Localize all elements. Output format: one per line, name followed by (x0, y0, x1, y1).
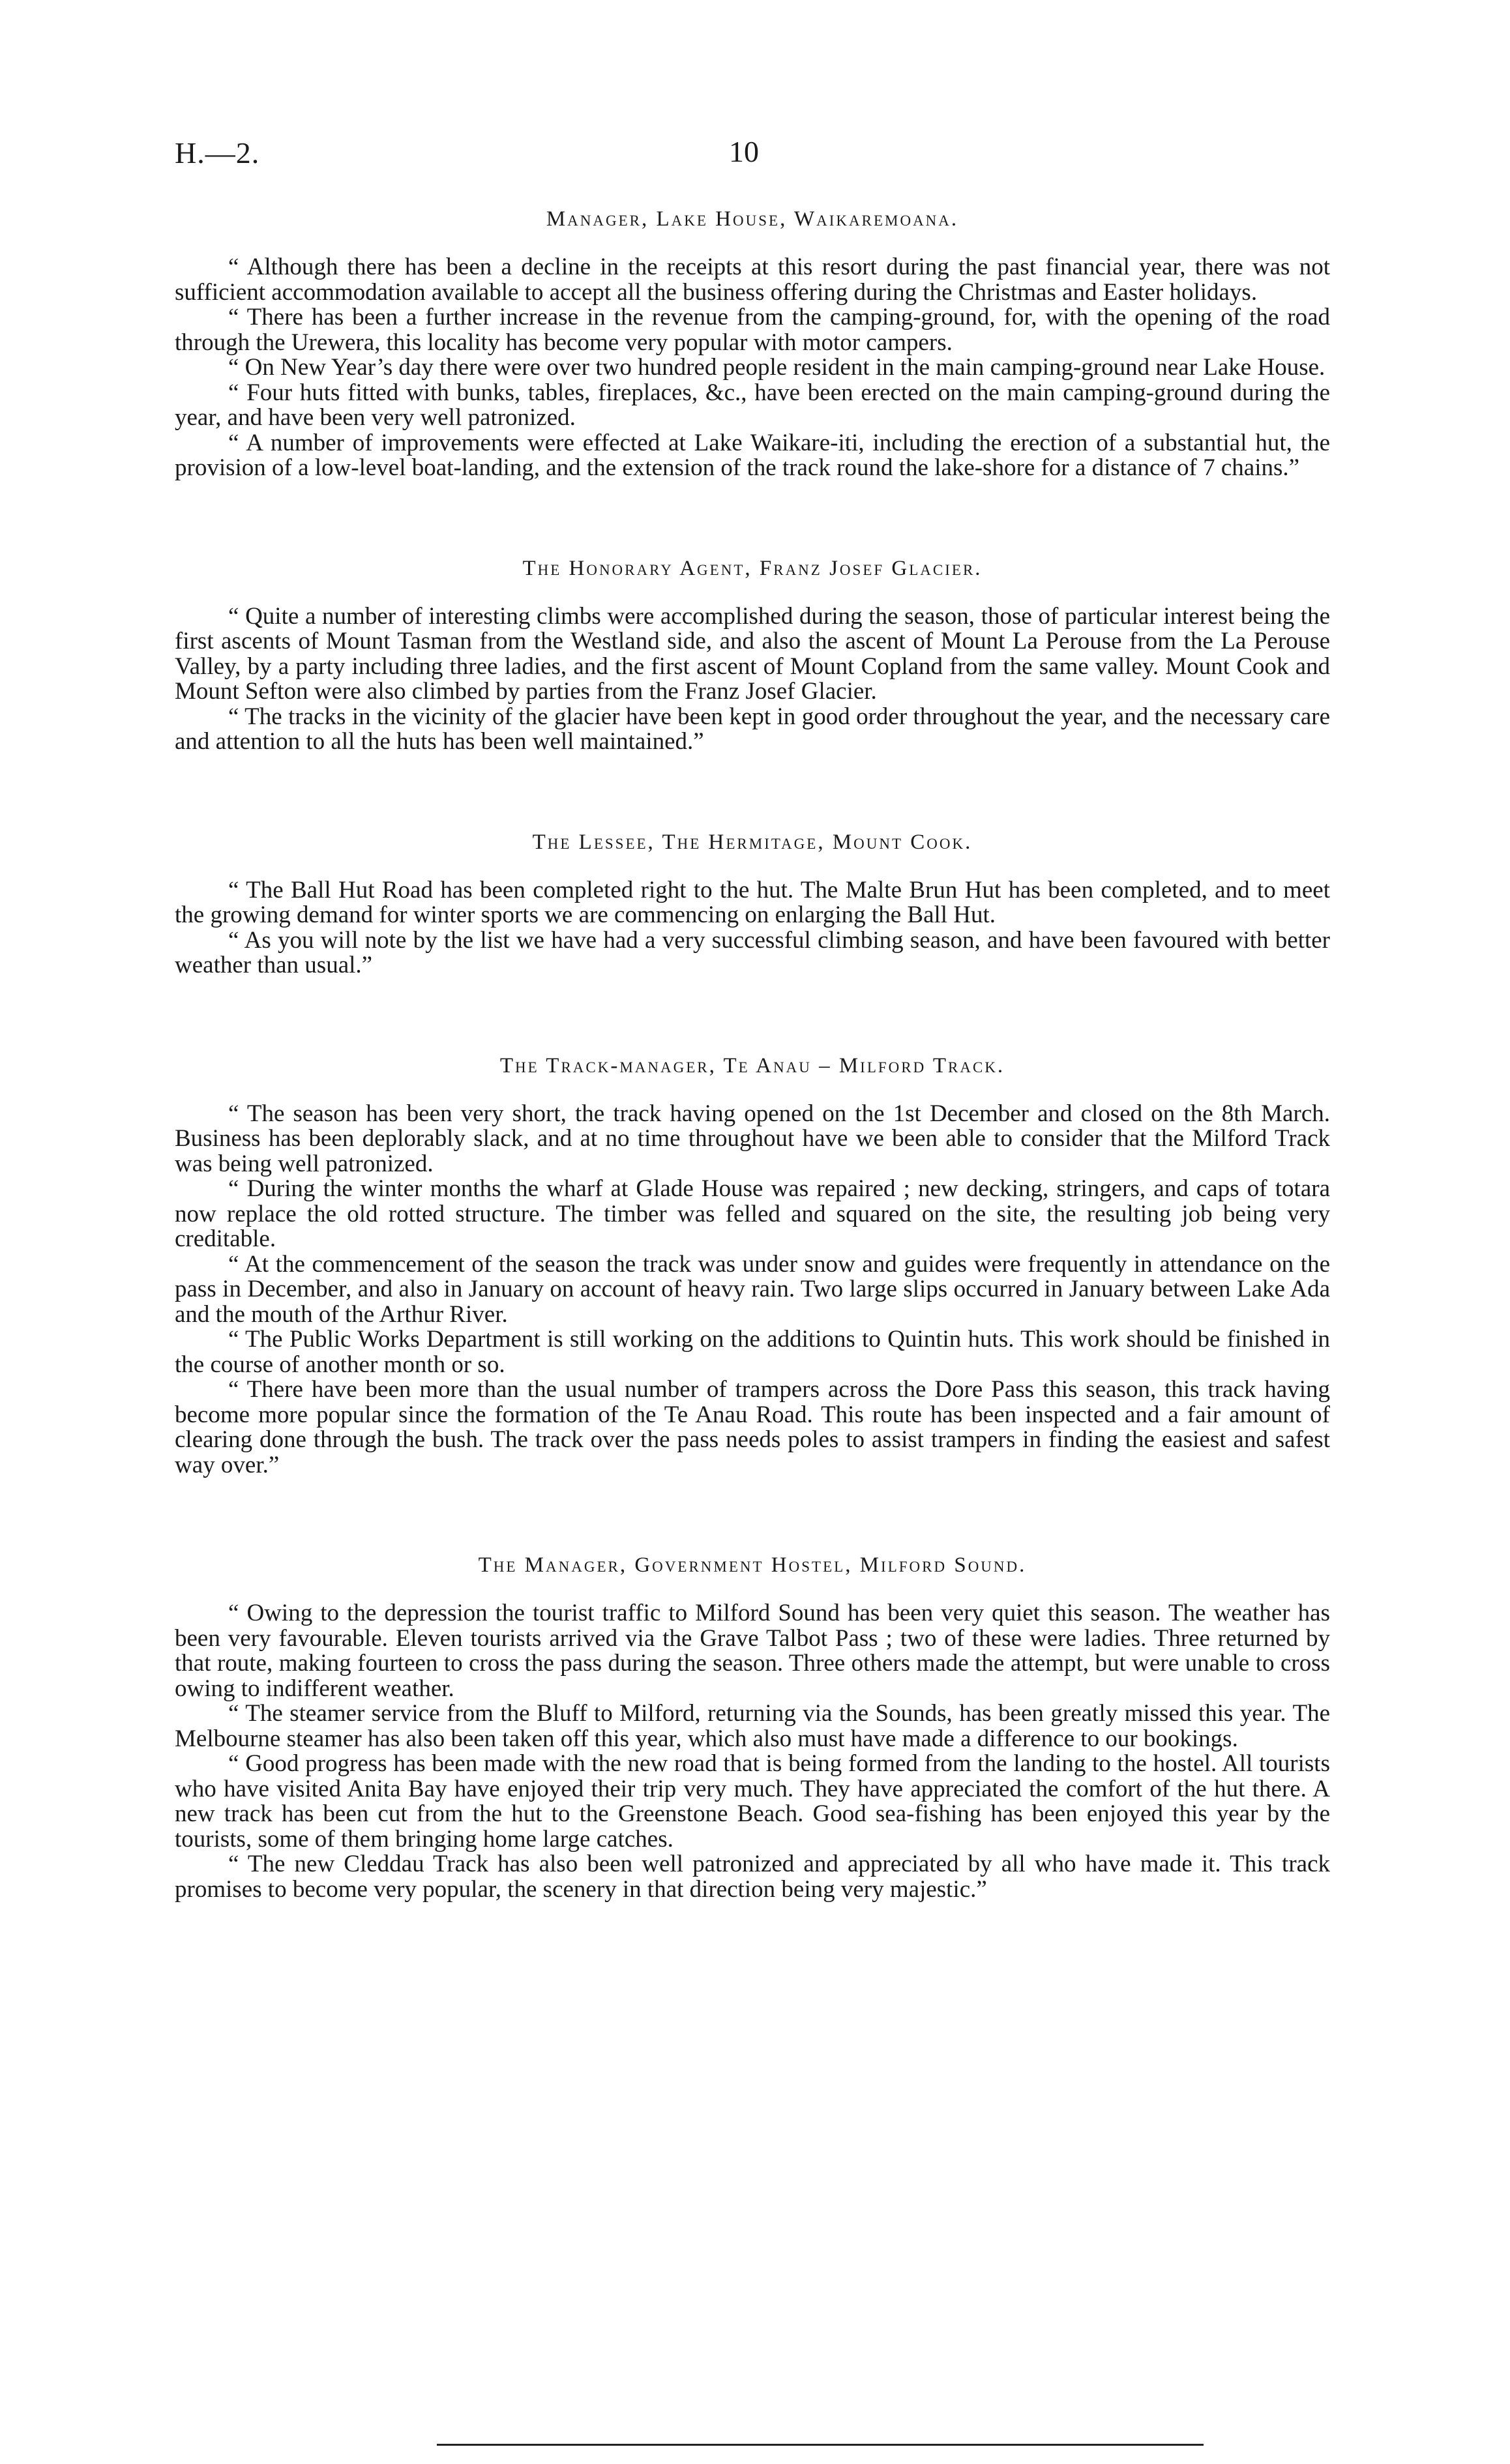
section-heading: The Honorary Agent, Franz Josef Glacier. (522, 556, 983, 580)
paragraph: “ A number of improvements were effected at Lake Waikare-iti, including the erection of a substantial hut, the provision of a low-level boat-landing, and the extension of the track round the lake-shore for a distance of 7 chains.” (175, 429, 1330, 481)
paragraph: “ Good progress has been made with the new road that is being formed from the landing to the hostel. All tourists who have visited Anita Bay have enjoyed their trip very much. They have appreciated the comfort of the hut there. A new track has been cut from the hut to the Greenstone Beach. Good sea-fishing has been enjoyed this year by the tourists, some of them bringing home large catches. (175, 1750, 1330, 1853)
section-spacer (175, 1478, 1330, 1553)
paragraph: “ As you will note by the list we have had a very successful climbing season, and have been favoured with better weather than usual.” (175, 926, 1330, 978)
bottom-rule (437, 2444, 1204, 2446)
paragraph: “ Four huts fitted with bunks, tables, fireplaces, &c., have been erected on the main camping-ground during the year, and have been very well patronized. (175, 379, 1330, 431)
paragraph: “ There has been a further increase in the revenue from the camping-ground, for, with the opening of the road through the Urewera, this locality has become very popular with motor campers. (175, 304, 1330, 356)
section-spacer (175, 978, 1330, 1054)
paragraph: “ The tracks in the vicinity of the glacier have been kept in good order throughout the year, and the necessary care and attention to all the huts has been well maintained.” (175, 703, 1330, 755)
paragraph: “ The Public Works Department is still working on the additions to Quintin huts. This work should be finished in the course of another month or so. (175, 1326, 1330, 1378)
paragraph: “ At the commencement of the season the track was under snow and guides were frequently in attendance on the pass in December, and also in January on account of heavy rain. Two large slips occurred in January between Lake Ada and the mouth of the Arthur River. (175, 1250, 1330, 1328)
paragraph: “ The season has been very short, the track having opened on the 1st December and closed on the 8th March. Business has been deplorably slack, and at no time throughout have we been able to consider that the Milford Track was being well patronized. (175, 1100, 1330, 1177)
section-heading: Manager, Lake House, Waikaremoana. (546, 207, 959, 231)
paragraph: “ During the winter months the wharf at Glade House was repaired ; new decking, stringers, and caps of totara now replace the old rotted structure. The timber was felled and squared on the site, the resulting job being very creditable. (175, 1175, 1330, 1252)
section-spacer (175, 481, 1330, 557)
section-heading: The Manager, Government Hostel, Milford Sound. (478, 1553, 1027, 1577)
section-hermitage (175, 830, 1330, 978)
document-reference: H.—2. (175, 136, 260, 169)
paragraph: “ Owing to the depression the tourist traffic to Milford Sound has been very quiet this season. The weather has been very favourable. Eleven tourists arrived via the Grave Talbot Pass ; two of these were ladies. Three returned by that route, making fourteen to cross the pass during the season. Three others made the attempt, but were unable to cross owing to indifferent weather. (175, 1600, 1330, 1702)
paragraph: “ On New Year’s day there were over two hundred people resident in the main camping-ground near Lake House. (228, 354, 1325, 381)
section-heading: The Track-manager, Te Anau – Milford Track. (499, 1053, 1005, 1078)
section-milford-track (175, 1054, 1330, 1478)
paragraph: “ The Ball Hut Road has been completed right to the hut. The Malte Brun Hut has been completed, and to meet the growing demand for winter sports we are commencing on enlarging the Ball Hut. (175, 876, 1330, 928)
section-spacer (175, 755, 1330, 830)
paragraph: “ Although there has been a decline in the receipts at this resort during the past financial year, there was not sufficient accommodation available to accept all the business offering during the Christmas and Easter holidays. (175, 254, 1330, 306)
section-lake-house (175, 207, 1330, 481)
page-number: 10 (729, 135, 759, 168)
paragraph: “ There have been more than the usual number of trampers across the Dore Pass this season, this track having become more popular since the formation of the Te Anau Road. This route has been inspected and a fair amount of clearing done through the bush. The track over the pass needs poles to assist trampers in finding the easiest and safest way over.” (175, 1376, 1330, 1478)
paragraph: “ The new Cleddau Track has also been well patronized and appreciated by all who have made it. This track promises to become very popular, the scenery in that direction being very majestic.” (175, 1851, 1330, 1903)
section-milford-sound (175, 1553, 1330, 1902)
paragraph: “ Quite a number of interesting climbs were accomplished during the season, those of particular interest being the first ascents of Mount Tasman from the Westland side, and also the ascent of Mount La Perouse from the La Perouse Valley, by a party including three ladies, and the first ascent of Mount Copland from the same valley. Mount Cook and Mount Sefton were also climbed by parties from the Franz Josef Glacier. (175, 602, 1330, 705)
section-heading: The Lessee, The Hermitage, Mount Cook. (532, 830, 973, 854)
page-content (175, 196, 1330, 1902)
section-franz-josef (175, 557, 1330, 755)
paragraph: “ The steamer service from the Bluff to Milford, returning via the Sounds, has been greatly missed this year. The Melbourne steamer has also been taken off this year, which also must have made a difference to our bookings. (175, 1700, 1330, 1752)
